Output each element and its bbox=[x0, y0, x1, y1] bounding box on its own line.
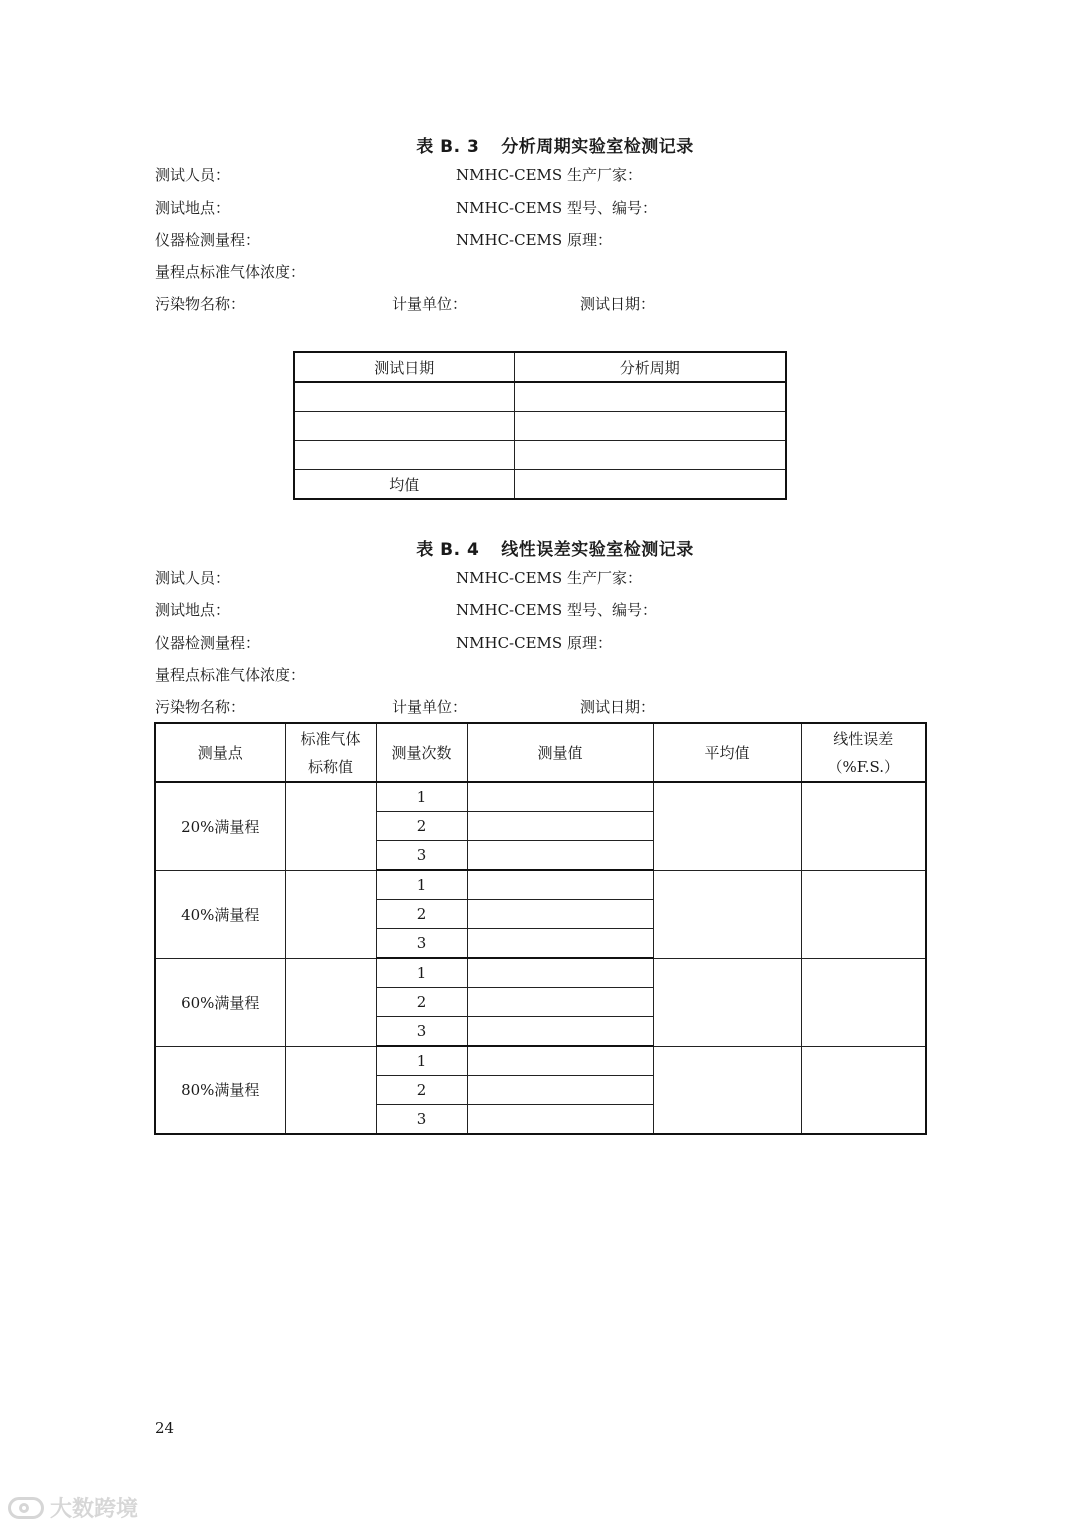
b4-pollutant-label: 污染物名称： bbox=[155, 698, 246, 716]
header-std-gas-line2: 标称值 bbox=[307, 757, 353, 776]
average-value-cell[interactable] bbox=[514, 470, 786, 500]
run-number: 3 bbox=[376, 929, 467, 959]
table-row bbox=[155, 870, 926, 900]
b3-location-label: 测试地点： bbox=[155, 199, 231, 217]
b4-model-label: NMHC-CEMS 型号、编号： bbox=[456, 601, 657, 619]
table-row bbox=[155, 958, 926, 988]
table-row bbox=[294, 441, 786, 470]
header-linearity-error-line2: （%F.S.） bbox=[827, 757, 900, 776]
table-b3-title-text: 分析周期实验室检测记录 bbox=[501, 137, 694, 157]
table-row bbox=[155, 1046, 926, 1076]
measured-value-cell[interactable] bbox=[467, 812, 653, 841]
run-number: 3 bbox=[376, 1017, 467, 1047]
b4-principle-label: NMHC-CEMS 原理： bbox=[456, 634, 612, 652]
b4-std-gas-label: 量程点标准气体浓度： bbox=[155, 666, 306, 684]
header-analysis-period: 分析周期 bbox=[514, 352, 786, 382]
measured-value-cell[interactable] bbox=[467, 1046, 653, 1076]
analysis-period-cell[interactable] bbox=[514, 412, 786, 441]
measure-point-label: 80%满量程 bbox=[155, 1046, 285, 1134]
table-row bbox=[294, 382, 786, 412]
measured-value-cell[interactable] bbox=[467, 900, 653, 929]
measured-value-cell[interactable] bbox=[467, 929, 653, 959]
header-linearity-error bbox=[801, 723, 926, 782]
measure-point-label: 60%满量程 bbox=[155, 958, 285, 1046]
header-measured-value: 测量值 bbox=[467, 723, 653, 782]
b3-std-gas-label: 量程点标准气体浓度： bbox=[155, 263, 306, 281]
header-measure-point: 测量点 bbox=[155, 723, 285, 782]
std-gas-value-cell[interactable] bbox=[285, 782, 376, 870]
std-gas-value-cell[interactable] bbox=[285, 1046, 376, 1134]
run-number: 2 bbox=[376, 812, 467, 841]
b4-manufacturer-label: NMHC-CEMS 生产厂家： bbox=[456, 569, 642, 587]
watermark-logo-icon bbox=[8, 1497, 44, 1519]
average-cell[interactable] bbox=[653, 1046, 801, 1134]
b4-location-label: 测试地点： bbox=[155, 601, 231, 619]
linearity-error-cell[interactable] bbox=[801, 870, 926, 958]
test-date-cell[interactable] bbox=[294, 441, 514, 470]
header-std-gas-value bbox=[285, 723, 376, 782]
b3-pollutant-label: 污染物名称： bbox=[155, 295, 246, 313]
table-row bbox=[155, 782, 926, 812]
b3-tester-label: 测试人员： bbox=[155, 166, 231, 184]
run-number: 2 bbox=[376, 988, 467, 1017]
header-linearity-error-line1: 线性误差 bbox=[833, 729, 894, 748]
table-b4-title bbox=[0, 535, 1080, 560]
measured-value-cell[interactable] bbox=[467, 988, 653, 1017]
table-b4-title-text: 线性误差实验室检测记录 bbox=[501, 540, 694, 560]
table-row bbox=[294, 412, 786, 441]
run-number: 1 bbox=[376, 958, 467, 988]
table-header-row bbox=[294, 352, 786, 382]
test-date-cell[interactable] bbox=[294, 412, 514, 441]
header-average: 平均值 bbox=[653, 723, 801, 782]
header-std-gas-line1: 标准气体 bbox=[300, 729, 361, 748]
run-number: 2 bbox=[376, 900, 467, 929]
run-number: 3 bbox=[376, 841, 467, 871]
analysis-period-cell[interactable] bbox=[514, 441, 786, 470]
b3-manufacturer-label: NMHC-CEMS 生产厂家： bbox=[456, 166, 642, 184]
b3-date-label: 测试日期： bbox=[580, 295, 656, 313]
average-cell[interactable] bbox=[653, 958, 801, 1046]
test-date-cell[interactable] bbox=[294, 382, 514, 412]
page-number: 24 bbox=[155, 1419, 175, 1437]
average-cell[interactable] bbox=[653, 870, 801, 958]
measure-point-label: 40%满量程 bbox=[155, 870, 285, 958]
run-number: 1 bbox=[376, 782, 467, 812]
linearity-error-cell[interactable] bbox=[801, 782, 926, 870]
run-number: 2 bbox=[376, 1076, 467, 1105]
measured-value-cell[interactable] bbox=[467, 958, 653, 988]
b4-tester-label: 测试人员： bbox=[155, 569, 231, 587]
b3-principle-label: NMHC-CEMS 原理： bbox=[456, 231, 612, 249]
watermark bbox=[8, 1492, 138, 1523]
b4-range-label: 仪器检测量程： bbox=[155, 634, 261, 652]
measured-value-cell[interactable] bbox=[467, 1017, 653, 1047]
table-b3-number: 表 B. 3 bbox=[416, 137, 480, 157]
b3-unit-label: 计量单位： bbox=[392, 295, 468, 313]
linearity-error-cell[interactable] bbox=[801, 958, 926, 1046]
average-cell[interactable] bbox=[653, 782, 801, 870]
table-header-row bbox=[155, 723, 926, 782]
run-number: 1 bbox=[376, 1046, 467, 1076]
b4-unit-label: 计量单位： bbox=[392, 698, 468, 716]
measured-value-cell[interactable] bbox=[467, 1076, 653, 1105]
measured-value-cell[interactable] bbox=[467, 1105, 653, 1135]
measured-value-cell[interactable] bbox=[467, 870, 653, 900]
b3-model-label: NMHC-CEMS 型号、编号： bbox=[456, 199, 657, 217]
b4-date-label: 测试日期： bbox=[580, 698, 656, 716]
measured-value-cell[interactable] bbox=[467, 841, 653, 871]
measure-point-label: 20%满量程 bbox=[155, 782, 285, 870]
watermark-text: 大数跨境 bbox=[50, 1497, 139, 1522]
std-gas-value-cell[interactable] bbox=[285, 870, 376, 958]
analysis-period-cell[interactable] bbox=[514, 382, 786, 412]
std-gas-value-cell[interactable] bbox=[285, 958, 376, 1046]
linearity-error-cell[interactable] bbox=[801, 1046, 926, 1134]
analysis-period-table bbox=[293, 351, 787, 500]
average-label: 均值 bbox=[294, 470, 514, 500]
b3-range-label: 仪器检测量程： bbox=[155, 231, 261, 249]
table-b3-title bbox=[0, 132, 1080, 157]
header-test-date: 测试日期 bbox=[294, 352, 514, 382]
measured-value-cell[interactable] bbox=[467, 782, 653, 812]
average-row bbox=[294, 470, 786, 500]
run-number: 3 bbox=[376, 1105, 467, 1135]
linearity-error-table bbox=[154, 722, 927, 1135]
header-measure-count: 测量次数 bbox=[376, 723, 467, 782]
table-b4-number: 表 B. 4 bbox=[416, 540, 480, 560]
run-number: 1 bbox=[376, 870, 467, 900]
